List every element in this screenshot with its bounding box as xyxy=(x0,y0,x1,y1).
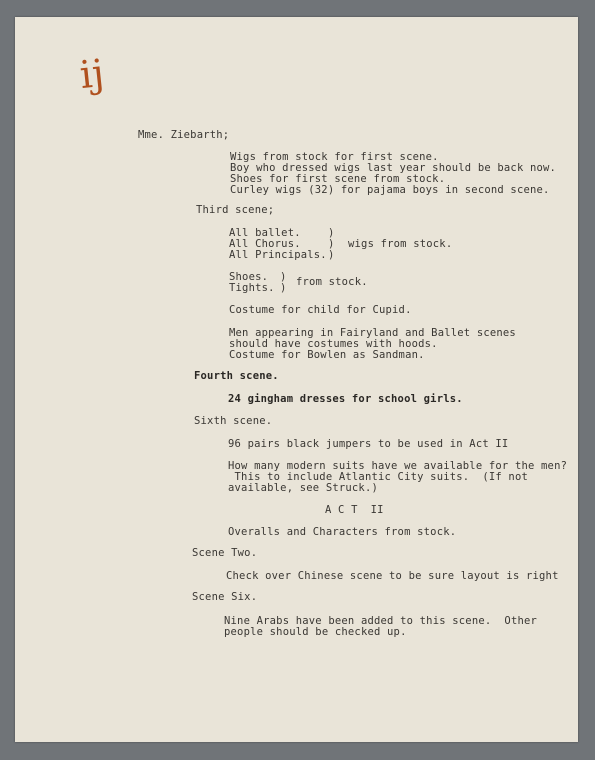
act-heading: A C T II xyxy=(325,504,384,516)
third-scene-group1-note: wigs from stock. xyxy=(348,238,453,250)
fourth-scene-heading: Fourth scene. xyxy=(194,370,279,382)
fairyland-line-3: Costume for Bowlen as Sandman. xyxy=(229,349,425,361)
third-scene-group2-note: from stock. xyxy=(296,276,368,288)
first-block-line-1: Wigs from stock for first scene. xyxy=(230,151,439,163)
fairyland-line-1: Men appearing in Fairyland and Ballet scenes xyxy=(229,327,516,339)
third-scene-item-3: All Principals. xyxy=(229,249,327,261)
scene-six-line-2: people should be checked up. xyxy=(224,626,407,638)
suits-line-1: How many modern suits have we available for the men? xyxy=(228,460,568,472)
scene-two-line: Check over Chinese scene to be sure layout is right xyxy=(226,570,559,582)
sixth-scene-heading: Sixth scene. xyxy=(194,415,273,427)
cupid-line: Costume for child for Cupid. xyxy=(229,304,412,316)
overalls-line: Overalls and Characters from stock. xyxy=(228,526,457,538)
third-scene-heading: Third scene; xyxy=(196,204,275,216)
addressee: Mme. Ziebarth; xyxy=(138,129,230,141)
handwritten-page-mark: ij xyxy=(77,50,107,98)
fourth-scene-line: 24 gingham dresses for school girls. xyxy=(228,393,463,405)
fairyland-line-2: should have costumes with hoods. xyxy=(229,338,438,350)
scene-two-heading: Scene Two. xyxy=(192,547,258,559)
shoes-item: Shoes. xyxy=(229,271,269,283)
third-scene-item-1: All ballet. xyxy=(229,227,301,239)
suits-line-2: This to include Atlantic City suits. (If not xyxy=(228,471,528,483)
first-block-line-2: Boy who dressed wigs last year should be back now. xyxy=(230,162,557,174)
third-scene-item-2: All Chorus. xyxy=(229,238,301,250)
suits-line-3: available, see Struck.) xyxy=(228,482,378,494)
tights-item: Tights. xyxy=(229,282,275,294)
third-scene-brace: ) ) ) xyxy=(328,227,335,261)
scene-six-heading: Scene Six. xyxy=(192,591,258,603)
typed-page xyxy=(15,17,578,742)
shoes-tights-brace: ) ) xyxy=(280,271,287,294)
sixth-scene-line: 96 pairs black jumpers to be used in Act II xyxy=(228,438,509,450)
first-block-line-4: Curley wigs (32) for pajama boys in second scene. xyxy=(230,184,550,196)
first-block-line-3: Shoes for first scene from stock. xyxy=(230,173,446,185)
scene-six-line-1: Nine Arabs have been added to this scene. Other xyxy=(224,615,538,627)
